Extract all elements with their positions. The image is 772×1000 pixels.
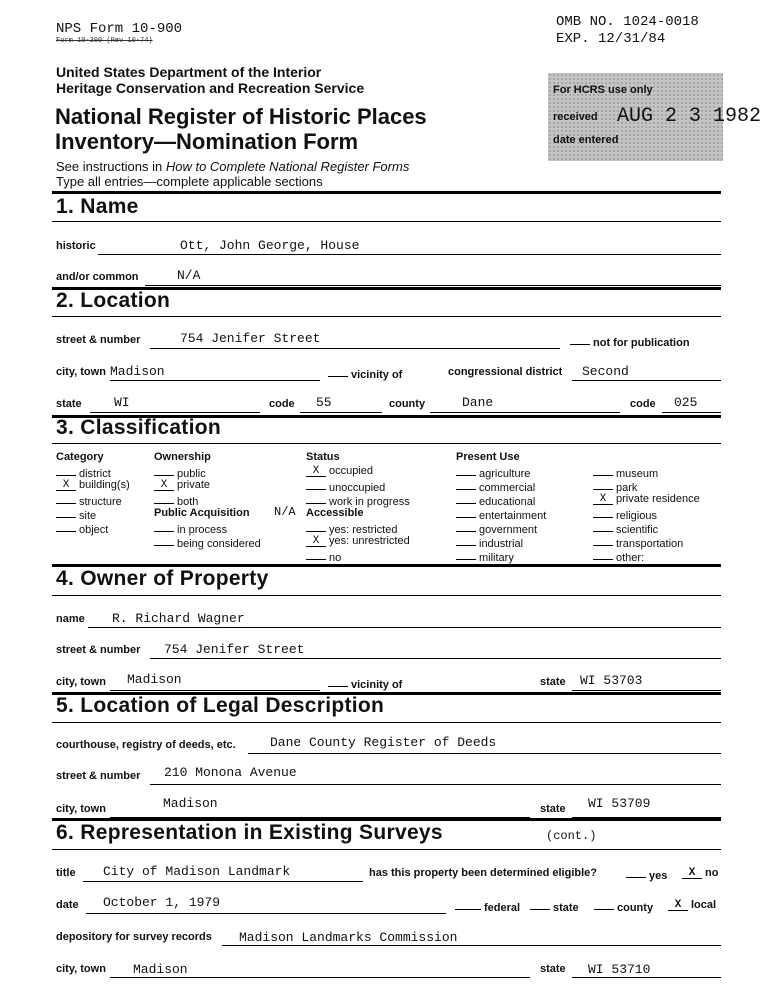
section-divider [52, 595, 721, 596]
survey-title-label: title [56, 867, 76, 879]
eligible-no: X no [682, 867, 718, 879]
field-line [222, 945, 721, 946]
omb-number: OMB NO. 1024-0018 [556, 14, 699, 30]
level-state: state [530, 899, 579, 914]
use-scientific: scientific [593, 521, 658, 536]
field-line [88, 627, 721, 628]
checkbox[interactable] [456, 549, 476, 560]
checkbox[interactable] [56, 465, 76, 476]
yes-checkbox[interactable] [626, 867, 646, 878]
survey-date-label: date [56, 899, 79, 911]
use-religious: religious [593, 507, 657, 522]
use-transportation: transportation [593, 535, 683, 550]
field-line [110, 380, 320, 381]
checkbox[interactable]: X [56, 480, 76, 491]
vicinity-checkbox[interactable] [328, 676, 348, 687]
owner-vicinity: vicinity of [328, 676, 402, 691]
expiration-date: EXP. 12/31/84 [556, 31, 666, 47]
checkbox[interactable] [154, 535, 174, 546]
vicinity-of: vicinity of [328, 366, 402, 381]
owner-city: Madison [127, 672, 182, 687]
depository: Madison Landmarks Commission [239, 930, 458, 945]
field-line [150, 658, 721, 659]
use-industrial: industrial [456, 535, 523, 550]
checkbox[interactable]: X [306, 466, 326, 477]
checkbox[interactable] [306, 493, 326, 504]
level-federal: federal [455, 899, 520, 914]
checkbox[interactable] [593, 479, 613, 490]
section-2-title: 2. Location [56, 289, 171, 312]
section-divider [52, 191, 721, 194]
field-line [248, 753, 721, 754]
legal-state-label: state [540, 803, 566, 815]
county-label: county [389, 398, 426, 410]
category-district: district [56, 465, 111, 480]
present-use-header: Present Use [456, 451, 520, 463]
owner-name: R. Richard Wagner [112, 611, 245, 626]
local-checkbox[interactable]: X [668, 900, 688, 911]
historic-label: historic [56, 240, 96, 252]
continued-note: (cont.) [546, 829, 597, 843]
status-header: Status [306, 451, 340, 463]
checkbox[interactable] [56, 493, 76, 504]
office-use-label: For HCRS use only [553, 84, 653, 96]
section-divider [52, 316, 721, 317]
field-line [572, 380, 721, 381]
section-6-title: 6. Representation in Existing Surveys [56, 821, 443, 844]
nfp-checkbox[interactable] [570, 334, 590, 345]
section-divider [52, 849, 721, 850]
checkbox[interactable] [154, 493, 174, 504]
category-site: site [56, 507, 96, 522]
checkbox[interactable] [593, 507, 613, 518]
checkbox[interactable]: X [306, 536, 326, 547]
field-line [430, 412, 620, 413]
status-unoccupied: unoccupied [306, 479, 385, 494]
code-label: code [630, 398, 656, 410]
acquisition-in-process: in process [154, 521, 227, 536]
field-line [98, 254, 721, 255]
checkbox[interactable] [56, 521, 76, 532]
use-military: military [456, 549, 514, 564]
use-entertainment: entertainment [456, 507, 546, 522]
no-checkbox[interactable]: X [682, 868, 702, 879]
field-line [110, 977, 530, 978]
checkbox[interactable]: X [593, 494, 613, 505]
state-code: 55 [316, 395, 332, 410]
eligible-yes: yes [626, 867, 667, 882]
checkbox[interactable]: X [154, 480, 174, 491]
agency-name: United States Department of the Interior [56, 64, 322, 80]
owner-state: WI 53703 [580, 673, 643, 688]
congress-label: congressional district [448, 366, 563, 378]
eligible-question: has this property been determined eligible? [369, 867, 597, 879]
received-date-stamp: AUG 2 3 1982 [617, 105, 762, 128]
form-id-struck: Form 10-300 (Rev 10-74) [56, 37, 153, 45]
section-divider [52, 443, 721, 444]
vicinity-checkbox[interactable] [328, 366, 348, 377]
checkbox[interactable] [456, 479, 476, 490]
owner-state-label: state [540, 676, 566, 688]
status-occupied: X occupied [306, 465, 373, 477]
checkbox[interactable] [593, 535, 613, 546]
field-line [300, 412, 382, 413]
checkbox[interactable] [593, 465, 613, 476]
checkbox[interactable] [306, 479, 326, 490]
property-state: WI [114, 395, 130, 410]
field-line [572, 977, 721, 978]
survey-date: October 1, 1979 [103, 895, 221, 910]
checkbox[interactable] [456, 521, 476, 532]
field-line [572, 690, 721, 691]
use-commercial: commercial [456, 479, 535, 494]
not-for-publication: not for publication [570, 334, 690, 349]
field-line [662, 412, 721, 413]
instructions-type: Type all entries—complete applicable sections [56, 174, 323, 189]
county-checkbox[interactable] [594, 899, 614, 910]
use-park: park [593, 479, 637, 494]
survey-state: WI 53710 [588, 962, 651, 977]
received-label: received [553, 111, 598, 123]
category-object: object [56, 521, 108, 536]
code-label: code [269, 398, 295, 410]
accessible-no: no [306, 549, 341, 564]
section-5-title: 5. Location of Legal Description [56, 694, 385, 717]
accessible-restricted: yes: restricted [306, 521, 397, 536]
state-checkbox[interactable] [530, 899, 550, 910]
section-divider [52, 722, 721, 723]
acquisition-header: Public Acquisition [154, 507, 250, 519]
field-line [150, 348, 560, 349]
owner-street: 754 Jenifer Street [164, 642, 305, 657]
category-header: Category [56, 451, 104, 463]
county-code: 025 [674, 395, 698, 410]
checkbox[interactable] [306, 521, 326, 532]
use-other: other: [593, 549, 644, 564]
street-label: street & number [56, 334, 141, 346]
ownership-header: Ownership [154, 451, 211, 463]
courthouse: Dane County Register of Deeds [270, 735, 497, 750]
field-line [83, 881, 363, 882]
date-entered-label: date entered [553, 134, 619, 146]
common-name: N/A [177, 268, 201, 283]
accessible-header: Accessible [306, 507, 364, 519]
courthouse-label: courthouse, registry of deeds, etc. [56, 739, 236, 751]
acquisition-being-considered: being considered [154, 535, 261, 550]
use-government: government [456, 521, 537, 536]
level-local: X local [668, 899, 716, 911]
field-line [145, 285, 721, 286]
legal-city-label: city, town [56, 803, 106, 815]
use-agriculture: agriculture [456, 465, 530, 480]
checkbox[interactable] [593, 549, 613, 560]
section-1-title: 1. Name [56, 195, 139, 218]
common-name-label: and/or common [56, 271, 139, 283]
field-line [90, 412, 260, 413]
property-street: 754 Jenifer Street [180, 331, 321, 346]
survey-state-label: state [540, 963, 566, 975]
ownership-public: public [154, 465, 206, 480]
field-line [150, 784, 721, 785]
ownership-both: both [154, 493, 198, 508]
agency-service: Heritage Conservation and Recreation Service [56, 80, 365, 96]
checkbox[interactable] [456, 465, 476, 476]
legal-state: WI 53709 [588, 796, 651, 811]
form-id: NPS Form 10-900 [56, 21, 183, 37]
federal-checkbox[interactable] [455, 899, 481, 910]
field-line [110, 690, 320, 691]
instructions: See instructions in How to Complete National Register Forms [56, 159, 410, 174]
checkbox[interactable] [456, 535, 476, 546]
state-label: state [56, 398, 82, 410]
use-museum: museum [593, 465, 658, 480]
owner-street-label: street & number [56, 644, 141, 656]
city-label: city, town [56, 366, 106, 378]
property-county: Dane [462, 395, 494, 410]
checkbox[interactable] [154, 465, 174, 476]
congressional-district: Second [582, 364, 629, 379]
section-4-title: 4. Owner of Property [56, 567, 269, 590]
owner-city-label: city, town [56, 676, 106, 688]
checkbox[interactable] [306, 549, 326, 560]
accessible-unrestricted: X yes: unrestricted [306, 535, 410, 547]
field-line [86, 913, 446, 914]
form-title: National Register of Historic Places [55, 104, 427, 129]
form-subtitle: Inventory—Nomination Form [55, 129, 359, 154]
checkbox[interactable] [456, 493, 476, 504]
owner-name-label: name [56, 613, 85, 625]
category-structure: structure [56, 493, 122, 508]
use-educational: educational [456, 493, 535, 508]
level-county: county [594, 899, 653, 914]
checkbox[interactable] [56, 507, 76, 518]
checkbox[interactable] [593, 521, 613, 532]
property-city: Madison [110, 364, 165, 379]
checkbox[interactable] [154, 521, 174, 532]
depository-label: depository for survey records [56, 931, 212, 943]
status-work-in-progress: work in progress [306, 493, 410, 508]
legal-street: 210 Monona Avenue [164, 765, 297, 780]
category-building: X building(s) [56, 479, 130, 491]
checkbox[interactable] [456, 507, 476, 518]
survey-city-label: city, town [56, 963, 106, 975]
section-3-title: 3. Classification [56, 416, 221, 439]
section-divider [52, 221, 721, 222]
legal-street-label: street & number [56, 770, 141, 782]
survey-title: City of Madison Landmark [103, 864, 291, 879]
use-private-residence: X private residence [593, 493, 700, 505]
acquisition-value: N/A [274, 505, 296, 519]
survey-city: Madison [133, 962, 188, 977]
legal-city: Madison [163, 796, 218, 811]
historic-name: Ott, John George, House [180, 238, 360, 253]
ownership-private: X private [154, 479, 210, 491]
